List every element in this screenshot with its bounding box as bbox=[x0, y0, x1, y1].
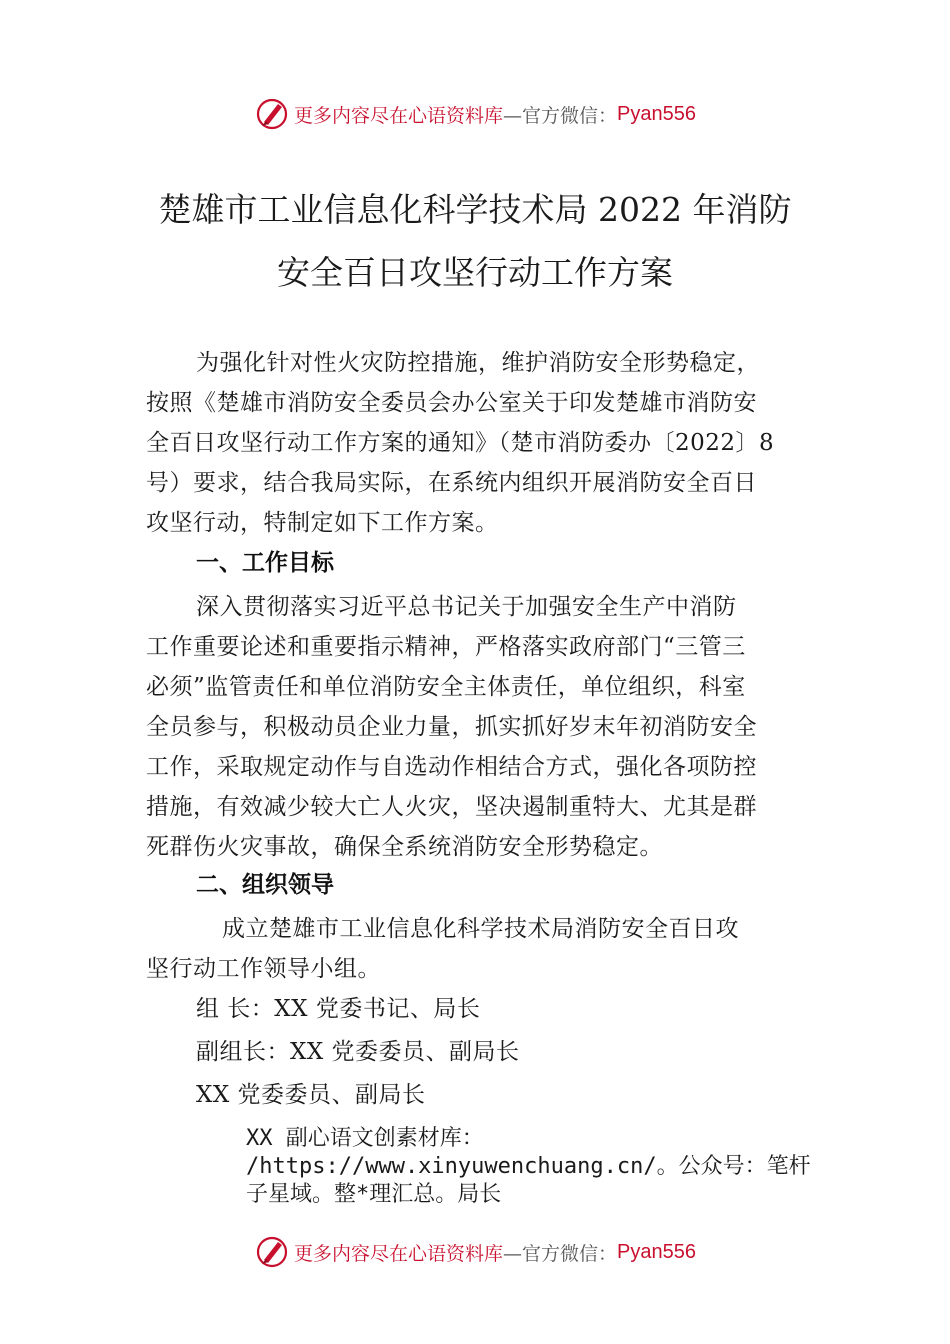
section1-line: 必须”监管责任和单位消防安全主体责任，单位组织，科室 bbox=[146, 674, 746, 700]
banner-library-text: 更多内容尽在心语资料库 bbox=[294, 104, 504, 127]
section1-line: 措施，有效减少较大亡人火灾，坚决遏制重特大、尤其是群 bbox=[146, 794, 757, 820]
banner-wechat-label: —官方微信： bbox=[503, 104, 618, 127]
banner-wechat-id: Pyan556 bbox=[617, 102, 696, 125]
section1-line: 死群伤火灾事故，确保全系统消防安全形势稳定。 bbox=[146, 834, 663, 860]
intro-line: 按照《楚雄市消防安全委员会办公室关于印发楚雄市消防安 bbox=[146, 390, 757, 416]
section-heading-goals: 一、工作目标 bbox=[196, 550, 334, 576]
document-title-line-1: 楚雄市工业信息化科学技术局 2022 年消防 bbox=[158, 190, 792, 229]
note-line: XX 副心语文创素材库： bbox=[246, 1126, 484, 1151]
intro-line: 攻坚行动，特制定如下工作方案。 bbox=[146, 510, 499, 536]
banner-wechat-id: Pyan556 bbox=[617, 1240, 696, 1263]
section-heading-organization: 二、组织领导 bbox=[196, 872, 334, 898]
section1-line: 工作重要论述和重要指示精神，严格落实政府部门“三管三 bbox=[146, 634, 746, 660]
document-title-line-2: 安全百日攻坚行动工作方案 bbox=[277, 253, 673, 292]
intro-line: 号）要求，结合我局实际，在系统内组织开展消防安全百日 bbox=[146, 470, 757, 496]
member-deputy-leader: 副组长：XX 党委委员、副局长 bbox=[196, 1039, 520, 1065]
header-banner bbox=[0, 94, 950, 134]
section1-line: 全员参与，积极动员企业力量，抓实抓好岁末年初消防安全 bbox=[146, 714, 757, 740]
section1-line: 深入贯彻落实习近平总书记关于加强安全生产中消防 bbox=[196, 594, 737, 620]
intro-line: 全百日攻坚行动工作方案的通知》（楚市消防委办〔2022〕8 bbox=[146, 430, 775, 456]
section2-line: 成立楚雄市工业信息化科学技术局消防安全百日攻 bbox=[222, 916, 739, 942]
member-leader: 组 长：XX 党委书记、局长 bbox=[196, 996, 481, 1022]
pen-seal-icon bbox=[254, 1234, 290, 1270]
pen-seal-icon bbox=[254, 96, 290, 132]
intro-line: 为强化针对性火灾防控措施，维护消防安全形势稳定， bbox=[196, 350, 760, 376]
section1-line: 工作，采取规定动作与自选动作相结合方式，强化各项防控 bbox=[146, 754, 757, 780]
banner-wechat-label: —官方微信： bbox=[503, 1242, 618, 1265]
note-line: 子星域。整*理汇总。局长 bbox=[246, 1182, 502, 1207]
section2-line: 坚行动工作领导小组。 bbox=[146, 956, 381, 982]
member-deputy: XX 党委委员、副局长 bbox=[196, 1082, 426, 1108]
banner-library-text: 更多内容尽在心语资料库 bbox=[294, 1242, 504, 1265]
note-line: /https://www.xinyuwenchuang.cn/。公众号：笔杆 bbox=[246, 1154, 811, 1179]
footer-banner bbox=[0, 1232, 950, 1272]
